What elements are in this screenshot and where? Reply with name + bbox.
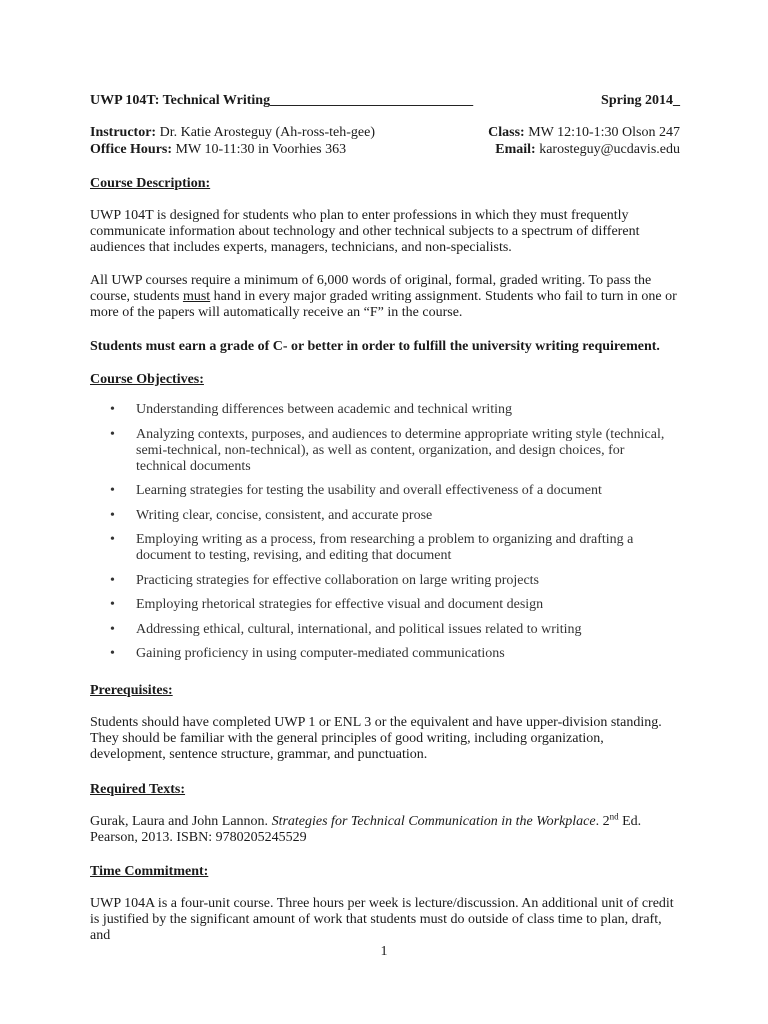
textbook-publisher: Pearson, 2013. ISBN: 9780205245529 <box>90 830 307 845</box>
objective-text: Writing clear, concise, consistent, and accurate prose <box>136 507 433 523</box>
objective-item <box>110 622 670 638</box>
course-title: UWP 104T: Technical Writing <box>90 93 271 108</box>
info-row-1 <box>90 125 680 141</box>
objective-item <box>110 427 670 475</box>
required-texts-citation <box>90 811 680 846</box>
email-info <box>495 142 680 158</box>
bullet-icon: • <box>110 402 115 417</box>
objective-text: Analyzing contexts, purposes, and audiences to determine appropriate writing style (technical, semi-technical, non-technical), as well as content, organization, and design choices, for technical documents <box>136 426 665 474</box>
requirements-paragraph <box>90 273 680 321</box>
instructor-value: Dr. Katie Arosteguy (Ah-ross-teh-gee) <box>159 125 375 140</box>
objectives-list <box>110 402 670 671</box>
course-description-heading: Course Description: <box>90 176 211 191</box>
bullet-icon: • <box>110 572 115 588</box>
info-row-2 <box>90 142 680 158</box>
objective-item <box>110 483 670 499</box>
objective-item <box>110 508 670 524</box>
requirements-text-b: hand in every major graded writing assignment. Students who fail to turn in one or more of the papers will automatically receive an “F” in the course. <box>90 289 677 320</box>
objective-text: Addressing ethical, cultural, international, and political issues related to writing <box>136 621 582 637</box>
required-texts-heading: Required Texts: <box>90 782 186 797</box>
header-underline: _____________________________ <box>270 93 474 108</box>
term-line <box>601 93 680 109</box>
bullet-icon: • <box>110 597 115 612</box>
textbook-title: Strategies for Technical Communication in the Workplace <box>271 814 596 829</box>
textbook-authors: Gurak, Laura and John Lannon. <box>90 814 272 829</box>
page-number: 1 <box>380 944 388 959</box>
course-title-line <box>90 93 473 109</box>
class-value: MW 12:10-1:30 Olson 247 <box>528 125 680 140</box>
term: Spring 2014 <box>601 93 673 108</box>
class-label: Class: <box>488 125 525 140</box>
office-hours-label: Office Hours: <box>90 142 173 157</box>
prerequisites-paragraph: Students should have completed UWP 1 or ENL 3 or the equivalent and have upper-division standing. They should be familiar with the general principles of good writing, including organization, development, sentence structure, grammar, and punctuation. <box>90 715 662 762</box>
bullet-icon: • <box>110 483 115 498</box>
office-hours-value: MW 10-11:30 in Voorhies 363 <box>175 142 347 157</box>
objective-text: Gaining proficiency in using computer-mediated communications <box>136 646 505 661</box>
must-emphasis: must <box>182 289 211 304</box>
class-info <box>488 125 680 141</box>
textbook-edition-suffix: nd <box>609 811 619 822</box>
office-hours-info <box>90 142 346 158</box>
course-description-paragraph: UWP 104T is designed for students who plan to enter professions in which they must frequently communicate information about technology and other technical subjects to a spectrum of different audiences that includes experts, managers, technicians, and non-specialists. <box>90 208 640 255</box>
document-header <box>90 93 680 109</box>
email-label: Email: <box>495 142 536 157</box>
bullet-icon: • <box>110 507 115 523</box>
objective-item <box>110 597 670 613</box>
objective-item <box>110 532 670 564</box>
objective-text: Employing writing as a process, from researching a problem to organizing and drafting a document to testing, revising, and editing that document <box>136 532 634 563</box>
objective-item <box>110 402 670 418</box>
time-commitment-paragraph: UWP 104A is a four-unit course. Three hours per week is lecture/discussion. An additional unit of credit is justified by the significant amount of work that students must do outside of class time to plan, draft, and <box>90 896 674 943</box>
email-value: karosteguy@ucdavis.edu <box>539 142 680 157</box>
bullet-icon: • <box>110 646 115 661</box>
instructor-label: Instructor: <box>90 125 157 140</box>
course-objectives-heading: Course Objectives: <box>90 372 204 387</box>
instructor-info <box>90 125 375 141</box>
objective-item <box>110 573 670 589</box>
grade-requirement-notice: Students must earn a grade of C- or better in order to fulfill the university writing requirement. <box>90 339 660 354</box>
term-underline: _ <box>673 93 680 108</box>
objective-text: Practicing strategies for effective collaboration on large writing projects <box>136 572 540 588</box>
textbook-edition-number: . 2 <box>595 814 610 829</box>
bullet-icon: • <box>110 426 115 442</box>
textbook-edition-label: Ed. <box>618 814 642 829</box>
bullet-icon: • <box>110 532 115 547</box>
time-commitment-heading: Time Commitment: <box>90 864 209 879</box>
prerequisites-heading: Prerequisites: <box>90 683 173 698</box>
objective-text: Learning strategies for testing the usability and overall effectiveness of a document <box>136 483 602 498</box>
objective-text: Understanding differences between academic and technical writing <box>136 402 513 417</box>
requirements-text-a: All UWP courses require a minimum of 6,000 words of original, formal, graded writing. To pass the course, students <box>90 273 652 304</box>
objective-item <box>110 646 670 662</box>
objective-text: Employing rhetorical strategies for effective visual and document design <box>136 597 544 612</box>
bullet-icon: • <box>110 621 115 637</box>
